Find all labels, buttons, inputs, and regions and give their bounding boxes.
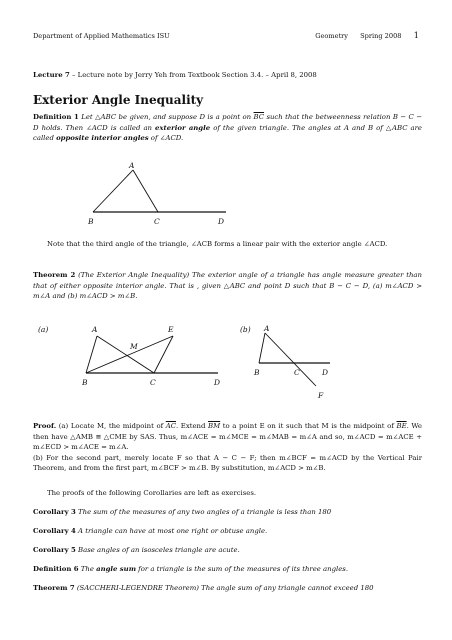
definition-1-text: Let △ABC be given, and suppose D is a point on — [78, 113, 254, 121]
fig2a-segment-ac — [97, 336, 154, 373]
fig1-segment-ab — [93, 170, 133, 212]
corollary-4 — [33, 526, 422, 537]
fig2a-label-a: A — [92, 325, 98, 334]
theorem-7 — [33, 583, 422, 594]
term-angle-sum: angle sum — [96, 565, 136, 573]
fig2b-label-d: D — [322, 368, 329, 377]
fig1-label-d: D — [218, 217, 225, 226]
segment-bm: $\overline{BM}$ — [208, 422, 221, 430]
theorem-2 — [33, 270, 422, 302]
note-paragraph: Note that the third angle of the triangle, ∠ACB forms a linear pair with the exterior angle ∠ACD. — [47, 240, 388, 248]
definition-1-text-4: of ∠ACD. — [148, 134, 184, 142]
fig2a-segment-ab — [86, 336, 97, 373]
header-course: Geometry — [315, 32, 349, 40]
proof-text-4: . We then have △AMB ≅ △CME by SAS. Thus, m∠ACE = m∠MCE = m∠MAB = m∠A and so, m∠ACD = m∠ACE + m∠ECD > m∠ACE = m∠A. — [33, 422, 422, 451]
header-department: Department of Applied Mathematics ISU — [33, 32, 170, 40]
segment-ac: $\overline{AC}$ — [165, 422, 176, 430]
proof — [33, 421, 422, 474]
theorem-2-text: (The Exterior Angle Inequality) The exterior angle of a triangle has angle measure greater than that of either opposite interior angle. That is , given △ABC and point D such that B − C − D, (a) m∠ACD > m∠A and (b) m∠ACD > m∠B. — [33, 271, 422, 300]
proof-text-2: . Extend — [176, 422, 209, 430]
header-right — [305, 31, 419, 41]
definition-1-text-2: such that the betweenness relation B − C − D holds. Then ∠ACD is called an — [33, 113, 422, 132]
theorem-7-label: Theorem 7 — [33, 584, 75, 592]
fig2b-label-a: A — [264, 324, 270, 333]
fig1-segment-ac — [133, 170, 158, 212]
exercises-note: The proofs of the following Corollaries are left as exercises. — [47, 489, 257, 497]
fig2b-label-f: F — [318, 391, 324, 400]
section-title: Exterior Angle Inequality — [33, 93, 204, 107]
definition-1-text-3: of the given triangle. The angles at A and B of △ABC are called — [33, 123, 423, 142]
header-term: Spring 2008 — [360, 32, 402, 40]
fig2a-label-c: C — [150, 378, 156, 387]
figure-2 — [0, 318, 452, 418]
lecture-line — [33, 71, 422, 79]
proof-label: Proof. — [33, 422, 57, 430]
page-number: 1 — [413, 31, 419, 41]
corollary-4-label: Corollary 4 — [33, 527, 76, 535]
segment-be: $\overline{BE}$ — [396, 422, 407, 430]
lecture-label: Lecture 7 — [33, 71, 70, 79]
theorem-7-text: (SACCHERI-LEGENDRE Theorem) The angle sum of any triangle cannot exceed 180 — [74, 584, 374, 592]
proof-text: (a) Locate M, the midpoint of — [56, 422, 166, 430]
running-header — [33, 31, 419, 41]
definition-6-text: The — [78, 565, 97, 573]
proof-part-b: (b) For the second part, merely locate F so that A − C − F; then m∠BCF = m∠ACD by the Vertical Pair Theorem, and from the first part, m∠BCF > m∠B. By substitution, m∠ACD > m∠B. — [33, 453, 422, 472]
fig1-label-a: A — [129, 161, 135, 170]
corollary-4-text: A triangle can have at most one right or obtuse angle. — [75, 527, 268, 535]
fig1-label-b: B — [88, 217, 94, 226]
term-exterior-angle: exterior angle — [155, 123, 211, 132]
fig2a-segment-ce — [154, 336, 173, 373]
fig2b-label-c: C — [294, 368, 300, 377]
fig2a-label-d: D — [214, 378, 221, 387]
theorem-2-label: Theorem 2 — [33, 271, 76, 279]
corollary-3-text: The sum of the measures of any two angles of a triangle is less than 180 — [75, 508, 332, 516]
fig2b-segment-ab — [259, 333, 265, 363]
definition-6 — [33, 564, 422, 575]
definition-1-label: Definition 1 — [33, 113, 79, 121]
line-bc: $\overline{BC}$ — [253, 113, 265, 121]
definition-6-label: Definition 6 — [33, 565, 79, 573]
fig2a-label-m: M — [130, 342, 138, 351]
corollary-3-label: Corollary 3 — [33, 508, 76, 516]
corollary-5-text: Base angles of an isosceles triangle are acute. — [75, 546, 240, 554]
proof-text-3: to a point E on it such that M is the midpoint of — [220, 422, 397, 430]
corollary-5 — [33, 545, 422, 556]
corollary-3 — [33, 507, 422, 518]
fig1-label-c: C — [154, 217, 160, 226]
fig2b-segment-af — [265, 333, 316, 386]
lecture-text: – Lecture note by Jerry Yeh from Textbook Section 3.4. – April 8, 2008 — [69, 71, 317, 79]
definition-1 — [33, 112, 422, 144]
corollary-5-label: Corollary 5 — [33, 546, 76, 554]
fig2a-tag: (a) — [38, 325, 49, 334]
figure-1 — [0, 160, 452, 230]
fig2a-label-b: B — [82, 378, 88, 387]
term-opposite-interior-angles: opposite interior angles — [56, 134, 149, 142]
fig2b-label-b: B — [254, 368, 260, 377]
fig2b-tag: (b) — [240, 325, 251, 334]
fig2a-label-e: E — [168, 325, 174, 334]
definition-6-text-2: for a triangle is the sum of the measures of its three angles. — [135, 565, 349, 573]
